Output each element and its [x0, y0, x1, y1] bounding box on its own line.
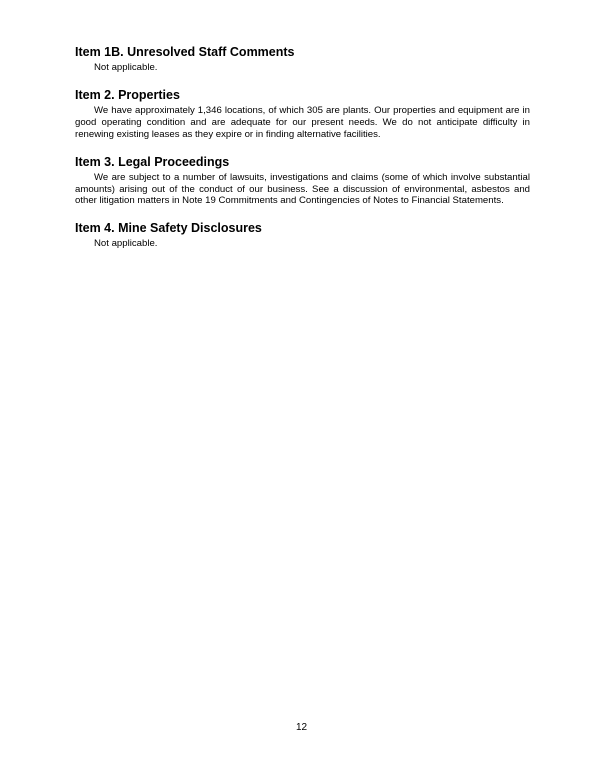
- section-body: We have approximately 1,346 locations, of which 305 are plants. Our properties and equipment are in good operating condition and are adequate for our present needs. We do not anticipate difficulty in renewing existing leases as they expire or in finding alternative facilities.: [75, 104, 530, 140]
- section-heading: Item 4. Mine Safety Disclosures: [75, 221, 262, 236]
- section-body: Not applicable.: [94, 62, 158, 73]
- section-legal-proceedings: [75, 154, 530, 208]
- page-number: 12: [295, 722, 308, 733]
- section-properties: [75, 87, 530, 141]
- section-heading: Item 2. Properties: [75, 87, 180, 102]
- section-heading: Item 3. Legal Proceedings: [75, 154, 230, 169]
- section-unresolved-staff-comments: [75, 44, 530, 74]
- section-body: Not applicable.: [94, 238, 158, 250]
- section-body: We are subject to a number of lawsuits, investigations and claims (some of which involve substantial amounts) arising out of the conduct of our business. See a discussion of environmental, asbestos and other litigation matters in Note 19 Commitments and Contingencies of Notes to Financial Statements.: [75, 171, 530, 207]
- section-heading: Item 1B. Unresolved Staff Comments: [75, 45, 295, 59]
- document-page: [75, 44, 530, 263]
- section-mine-safety-disclosures: [75, 220, 530, 250]
